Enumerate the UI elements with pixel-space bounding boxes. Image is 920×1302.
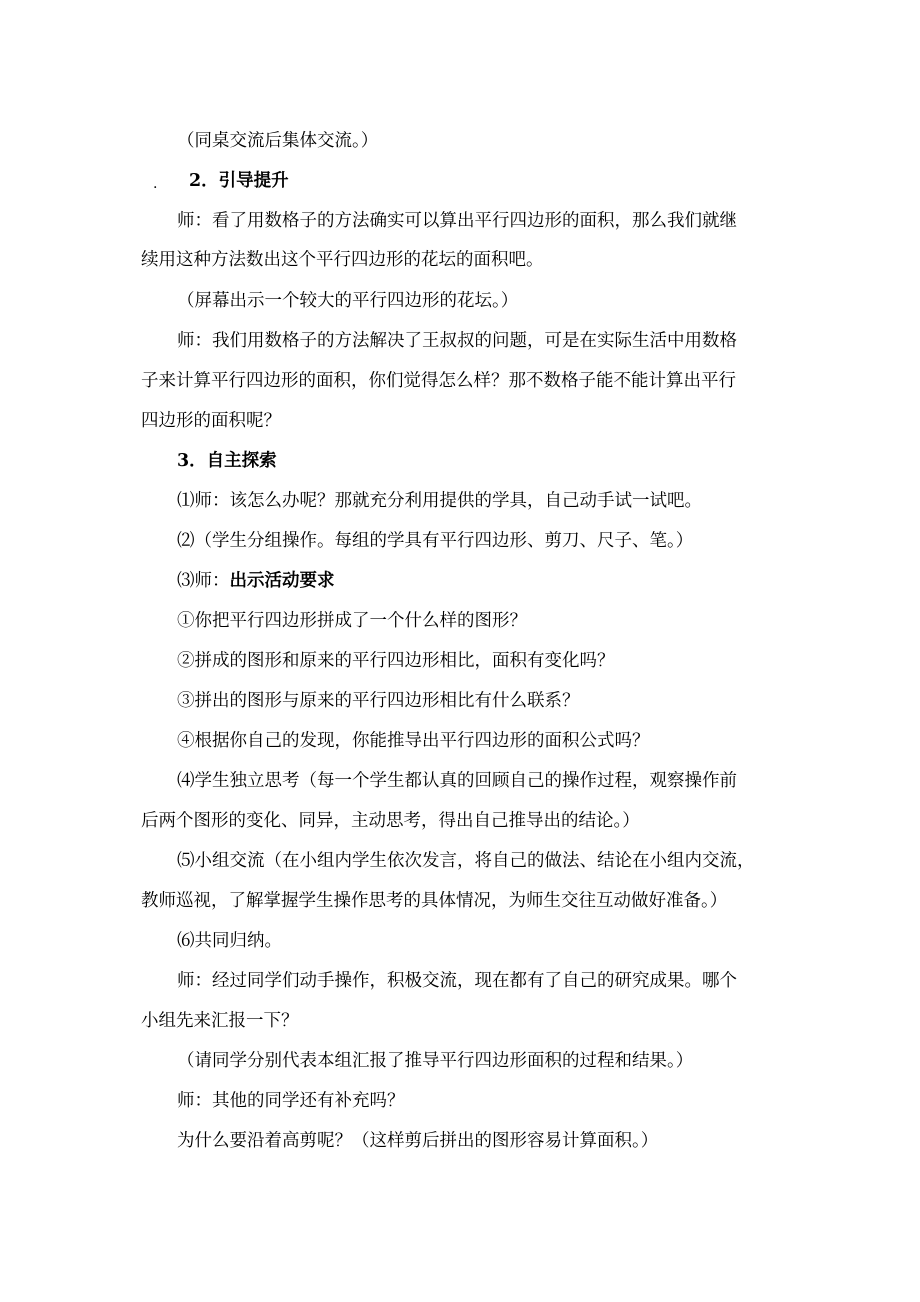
paragraph-line: 子来计算平行四边形的面积，你们觉得怎么样？那不数格子能不能计算出平行 (141, 371, 736, 391)
paragraph-line: 为什么要沿着高剪呢？（这样剪后拼出的图形容易计算面积。） (177, 1131, 659, 1151)
paragraph-line: 教师巡视，了解掌握学生操作思考的具体情况，为师生交往互动做好准备。） (141, 891, 728, 911)
paragraph-line: 后两个图形的变化、同异，主动思考，得出自己推导出的结论。） (141, 811, 640, 831)
paragraph-line: ⑹共同归纳。 (177, 931, 282, 951)
paragraph-line: ⑴师：该怎么办呢？那就充分利用提供的学具，自己动手试一试吧。 (177, 491, 702, 511)
paragraph-line: （屏幕出示一个较大的平行四边形的花坛。） (177, 291, 519, 311)
section-heading: 3．自主探索 (177, 451, 277, 471)
question-item: ①你把平行四边形拼成了一个什么样的图形？ (177, 611, 527, 631)
question-item: ③拼出的图形与原来的平行四边形相比有什么联系？ (177, 691, 580, 711)
paragraph-line: ⑷学生独立思考（每一个学生都认真的回顾自己的操作过程，观察操作前 (177, 771, 737, 791)
paragraph-line: 四边形的面积呢？ (141, 411, 281, 431)
activity-requirements-heading: 出示活动要求 (229, 571, 335, 591)
question-item: ④根据你自己的发现，你能推导出平行四边形的面积公式吗？ (177, 731, 650, 751)
stray-mark: . (153, 176, 158, 192)
paragraph-line: ⑸小组交流（在小组内学生依次发言，将自己的做法、结论在小组内交流， (177, 851, 755, 871)
paragraph-line (177, 569, 335, 593)
paragraph-line: 续用这种方法数出这个平行四边形的花坛的面积吧。 (141, 250, 544, 270)
paragraph-line: 师：其他的同学还有补充吗？ (177, 1091, 405, 1111)
paragraph-line: 师：看了用数格子的方法确实可以算出平行四边形的面积，那么我们就继 (177, 211, 737, 231)
paragraph-line: 小组先来汇报一下？ (141, 1011, 299, 1031)
question-item: ②拼成的图形和原来的平行四边形相比，面积有变化吗？ (177, 651, 615, 671)
paragraph-line: （同桌交流后集体交流。） (177, 131, 379, 151)
section-heading: 2．引导提升 (189, 171, 289, 191)
paragraph-line: （请同学分别代表本组汇报了推导平行四边形面积的过程和结果。） (177, 1051, 694, 1071)
paragraph-line: 师：我们用数格子的方法解决了王叔叔的问题，可是在实际生活中用数格 (177, 331, 737, 351)
paragraph-line: ⑵（学生分组操作。每组的学具有平行四边形、剪刀、尺子、笔。） (177, 531, 694, 551)
paragraph-line: 师：经过同学们动手操作，积极交流，现在都有了自己的研究成果。哪个 (177, 971, 737, 991)
step-label: ⑶师： (177, 571, 230, 591)
